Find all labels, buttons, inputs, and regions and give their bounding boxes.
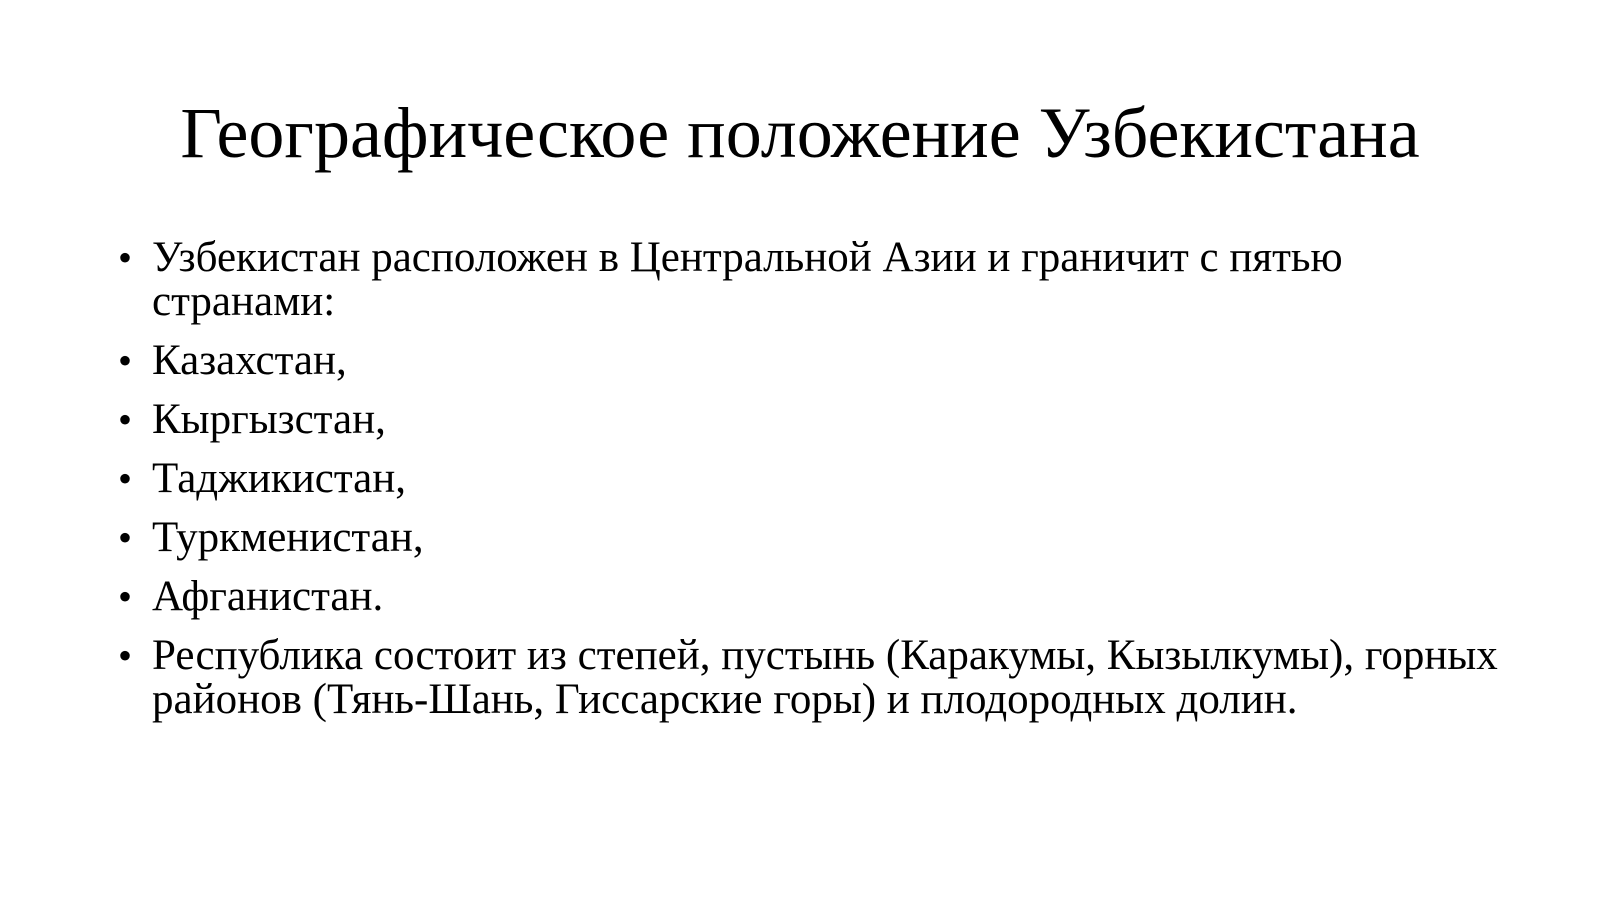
slide-title: Географическое положение Узбекистана (180, 93, 1420, 173)
list-item (118, 339, 1498, 383)
list-item-text: Туркменистан, (152, 514, 424, 561)
list-item (118, 634, 1498, 722)
bullet-list (118, 236, 1498, 737)
bullet-dot-icon: • (118, 574, 133, 619)
list-item-text: Таджикистан, (152, 455, 407, 502)
bullet-dot-icon: • (118, 338, 133, 383)
list-item-text: Узбекистан расположен в Центральной Азии и граничит с пятью странами: (152, 234, 1343, 325)
list-item-text: Кыргызстан, (152, 396, 386, 443)
bullet-dot-icon: • (118, 235, 133, 280)
bullet-dot-icon: • (118, 515, 133, 560)
bullet-dot-icon: • (118, 397, 133, 442)
list-item (118, 398, 1498, 442)
list-item-text: Афганистан. (152, 573, 384, 620)
list-item (118, 575, 1498, 619)
list-item-text: Казахстан, (152, 337, 347, 384)
bullet-dot-icon: • (118, 633, 133, 678)
list-item (118, 457, 1498, 501)
list-item (118, 236, 1498, 324)
list-item-text: Республика состоит из степей, пустынь (Каракумы, Кызылкумы), горных районов (Тянь-Шань, Гиссарские горы) и плодородных долин. (152, 632, 1498, 723)
list-item (118, 516, 1498, 560)
bullet-dot-icon: • (118, 456, 133, 501)
